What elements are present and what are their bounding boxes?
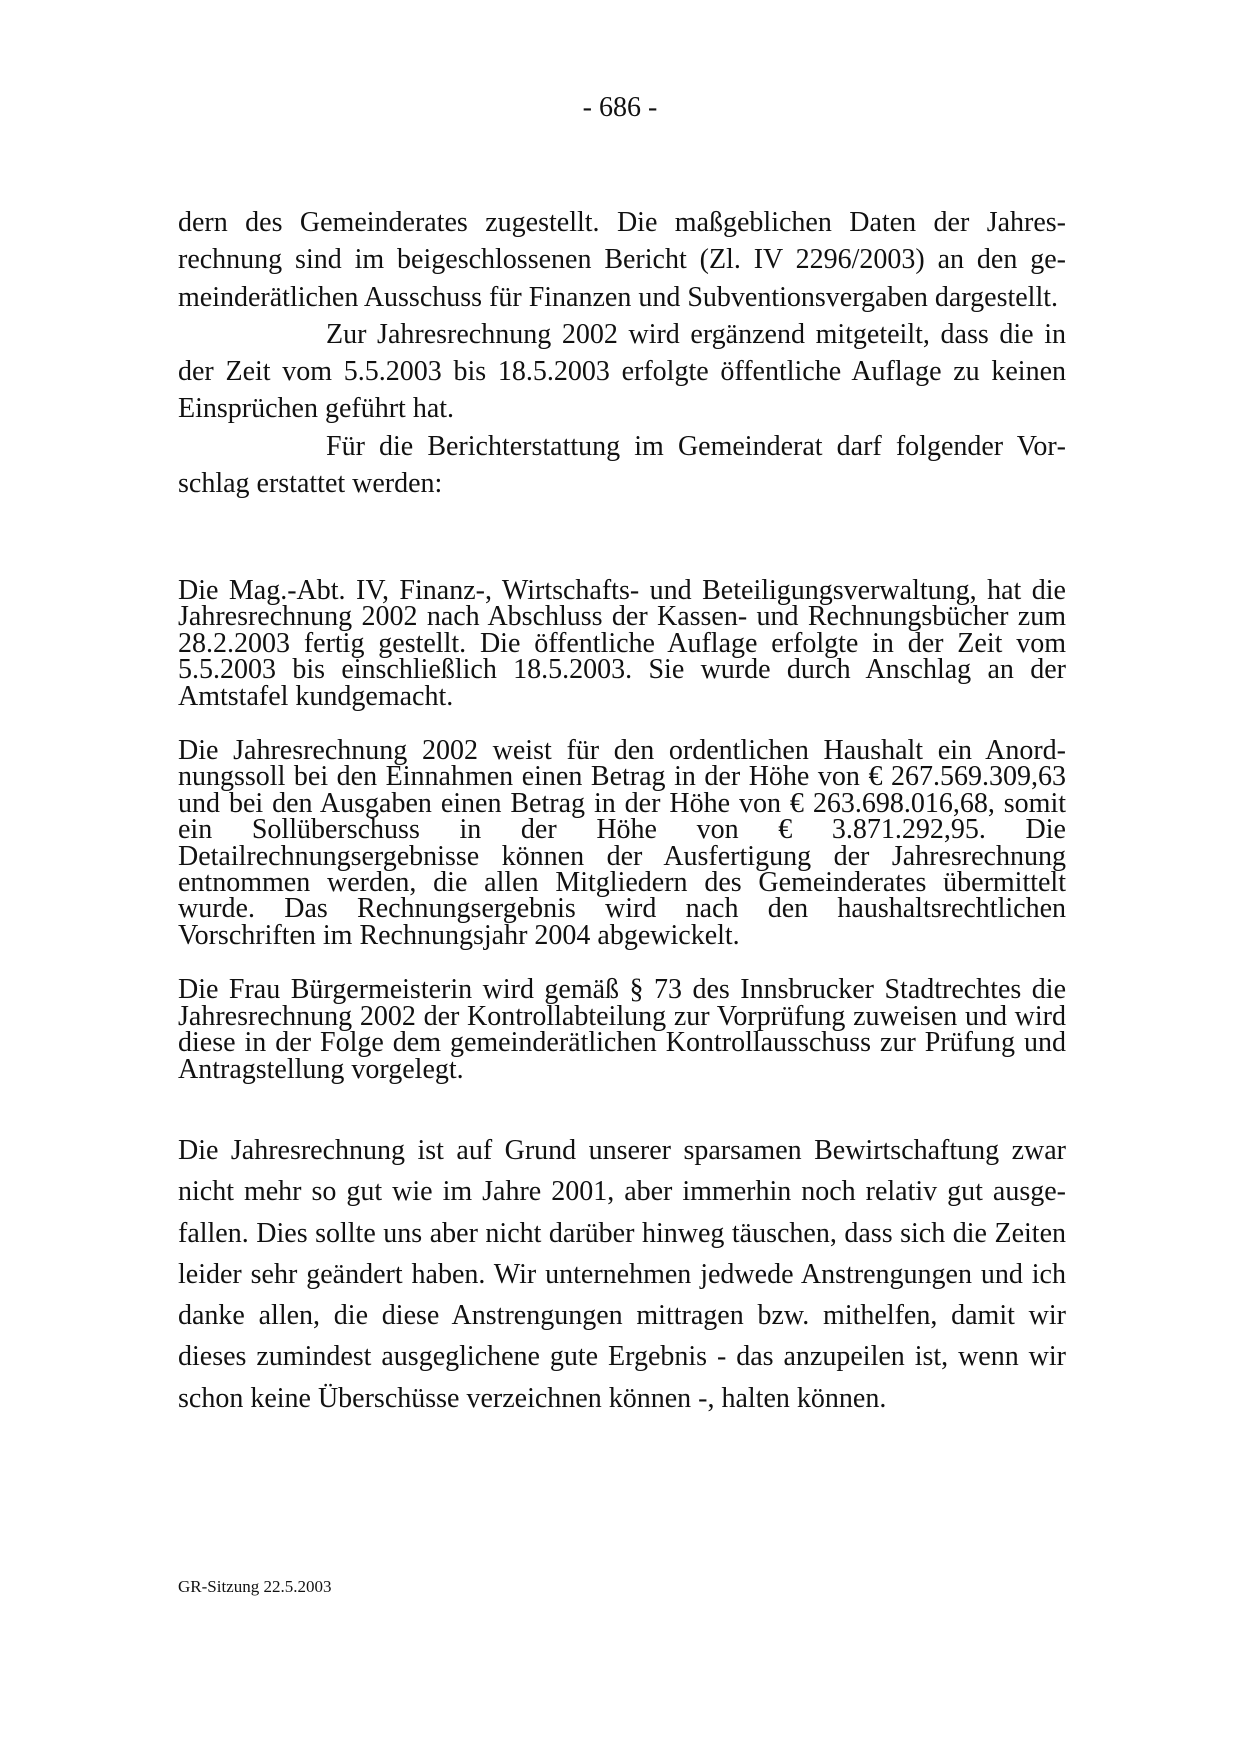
intro-paragraph-2: Zur Jahresrechnung 2002 wird ergänzend mitgeteilt, dass die in der Zeit vom 5.5.2003 bis 18.5.2003 erfolgte öffentliche Auflage zu keinen Einsprüchen geführt hat. [178, 318, 1066, 425]
intro-section [178, 204, 1066, 502]
proposal-paragraph-1: Die Mag.-Abt. IV, Finanz-, Wirtschafts- und Beteiligungsverwaltung, hat die Jahresrechnung 2002 nach Abschluss der Kassen- und Rechnungsbücher zum 28.2.2003 fertig gestellt. Die öffentliche Auflage erfolgte in der Zeit vom 5.5.2003 bis einschließlich 18.5.2003. Sie wurde durch Anschlag an der Amtstafel kundgemacht. [178, 575, 1066, 712]
footer-session-date: GR-Sitzung 22.5.2003 [178, 1577, 332, 1596]
proposal-paragraph-3: Die Frau Bürgermeisterin wird gemäß § 73 des Innsbrucker Stadtrechtes die Jahresrechnung 2002 der Kontrollabteilung zur Vorprüfung zuweisen und wird diese in der Folge dem gemeinderätlichen Kontrollausschuss zur Prüfung und Antragstellung vorgelegt. [178, 974, 1066, 1085]
intro-paragraph-3: Für die Berichterstattung im Gemeinderat darf folgender Vorschlag erstattet werden: [178, 430, 1066, 500]
closing-paragraph: Die Jahresrechnung ist auf Grund unserer sparsamen Bewirtschaftung zwar nicht mehr so gut wie im Jahre 2001, aber immerhin noch relativ gut ausgefallen. Dies sollte uns aber nicht darüber hinweg täuschen, dass sich die Zeiten leider sehr geändert haben. Wir unternehmen jedwede Anstrengungen und ich danke allen, die diese Anstrengungen mittragen bzw. mithelfen, damit wir dieses zumindest ausgeglichene gute Ergebnis - das anzupeilen ist, wenn wir schon keine Überschüsse verzeichnen können -, halten können. [178, 1135, 1066, 1414]
page-number: - 686 - [582, 92, 658, 123]
closing-section [178, 1130, 1066, 1419]
proposal-section [178, 575, 1066, 1111]
intro-paragraph-1: dern des Gemeinderates zugestellt. Die maßgeblichen Daten der Jahresrechnung sind im beigeschlossenen Bericht (Zl. IV 2296/2003) an den gemeinderätlichen Ausschuss für Finanzen und Subventionsvergaben dargestellt. [178, 207, 1066, 313]
proposal-paragraph-2: Die Jahresrechnung 2002 weist für den ordentlichen Haushalt ein Anordnungssoll bei den Einnahmen einen Betrag in der Höhe von € 267.569.309,63 und bei den Ausgaben einen Betrag in der Höhe von € 263.698.016,68, somit ein Sollüberschuss in der Höhe von € 3.871.292,95. Die Detailrechnungsergebnisse können der Ausfertigung der Jahresrechnung entnommen werden, die allen Mitgliedern des Gemeinderates übermittelt wurde. Das Rechnungsergebnis wird nach den haushaltsrechtlichen Vorschriften im Rechnungsjahr 2004 abgewickelt. [178, 735, 1066, 951]
